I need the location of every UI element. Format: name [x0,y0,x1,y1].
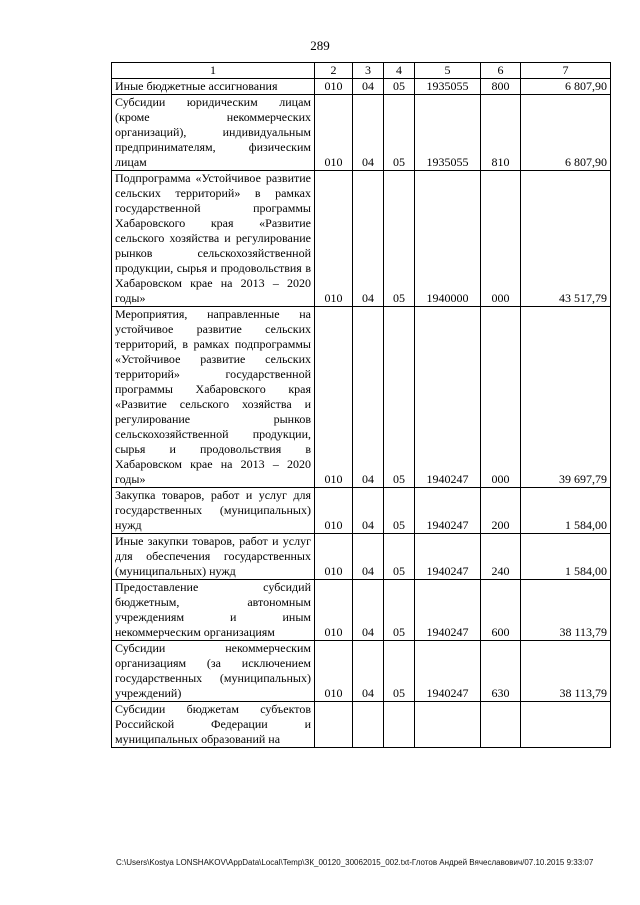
row-code-2: 010 [315,580,353,641]
row-code-6: 240 [481,534,521,580]
row-code-6: 200 [481,488,521,534]
row-code-2: 010 [315,79,353,95]
row-name: Мероприятия, направленные на устойчивое развитие сельских территорий, в рамках подпрограммы «Устойчивое развитие сельских территорий» государственной программы Хабаровского края «Развитие сельского хозяйства и регулирование рынков сельскохозяйственной продукции, сырья и продовольствия в Хабаровском крае на 2013 – 2020 годы» [112,307,315,488]
row-code-2: 010 [315,641,353,702]
row-amount [521,702,611,748]
row-code-3: 04 [353,534,384,580]
row-code-2: 010 [315,488,353,534]
row-code-3: 04 [353,641,384,702]
row-code-5: 1935055 [415,79,481,95]
row-name: Иные бюджетные ассигнования [112,79,315,95]
row-name: Закупка товаров, работ и услуг для государственных (муниципальных) нужд [112,488,315,534]
row-code-3: 04 [353,580,384,641]
table-row [112,307,611,488]
row-amount: 38 113,79 [521,641,611,702]
header-cell: 5 [415,63,481,79]
table-row [112,641,611,702]
table-row [112,95,611,171]
table-row [112,534,611,580]
row-code-6 [481,702,521,748]
header-cell: 7 [521,63,611,79]
row-code-5: 1940247 [415,580,481,641]
row-code-4: 05 [384,307,415,488]
row-code-4 [384,702,415,748]
row-code-6: 630 [481,641,521,702]
row-code-6: 810 [481,95,521,171]
row-code-4: 05 [384,534,415,580]
row-code-3 [353,702,384,748]
row-name: Подпрограмма «Устойчивое развитие сельских территорий» в рамках государственной программы Хабаровского края «Развитие сельского хозяйства и регулирование рынков сельскохозяйственной продукции, сырья и продовольствия в Хабаровском крае на 2013 – 2020 годы» [112,171,315,307]
row-amount: 6 807,90 [521,79,611,95]
row-code-5: 1940247 [415,307,481,488]
row-code-4: 05 [384,79,415,95]
row-code-6: 800 [481,79,521,95]
row-code-3: 04 [353,307,384,488]
row-code-6: 000 [481,307,521,488]
row-code-4: 05 [384,171,415,307]
row-name: Субсидии юридическим лицам (кроме некоммерческих организаций), индивидуальным предпринимателям, физическим лицам [112,95,315,171]
row-name: Субсидии бюджетам субъектов Российской Федерации и муниципальных образований на [112,702,315,748]
row-code-4: 05 [384,95,415,171]
row-code-3: 04 [353,171,384,307]
row-code-4: 05 [384,641,415,702]
row-code-2: 010 [315,95,353,171]
row-code-5: 1935055 [415,95,481,171]
header-cell: 3 [353,63,384,79]
budget-table [111,62,611,748]
header-cell: 1 [112,63,315,79]
table-row [112,580,611,641]
row-code-2: 010 [315,171,353,307]
row-code-3: 04 [353,488,384,534]
row-amount: 6 807,90 [521,95,611,171]
header-cell: 4 [384,63,415,79]
row-code-2: 010 [315,307,353,488]
row-amount: 38 113,79 [521,580,611,641]
header-cell: 2 [315,63,353,79]
row-amount: 39 697,79 [521,307,611,488]
row-code-6: 600 [481,580,521,641]
row-code-5: 1940247 [415,488,481,534]
row-name: Предоставление субсидий бюджетным, автономным учреждениям и иным некоммерческим организациям [112,580,315,641]
row-amount: 1 584,00 [521,534,611,580]
page-number: 289 [310,38,330,53]
row-code-3: 04 [353,95,384,171]
row-code-4: 05 [384,580,415,641]
row-code-2: 010 [315,534,353,580]
table-row [112,702,611,748]
budget-table-body [112,63,611,748]
table-row [112,79,611,95]
row-code-5: 1940247 [415,534,481,580]
row-code-5: 1940247 [415,641,481,702]
table-row [112,488,611,534]
row-amount: 1 584,00 [521,488,611,534]
row-code-2 [315,702,353,748]
row-name: Иные закупки товаров, работ и услуг для обеспечения государственных (муниципальных) нужд [112,534,315,580]
row-code-3: 04 [353,79,384,95]
row-amount: 43 517,79 [521,171,611,307]
row-code-6: 000 [481,171,521,307]
row-name: Субсидии некоммерческим организациям (за исключением государственных (муниципальных) учреждений) [112,641,315,702]
row-code-5: 1940000 [415,171,481,307]
row-code-5 [415,702,481,748]
header-row [112,63,611,79]
row-code-4: 05 [384,488,415,534]
header-cell: 6 [481,63,521,79]
table-row [112,171,611,307]
file-path-footer: C:\Users\Kostya LONSHAKOV\AppData\Local\Temp\ЗК_00120_30062015_002.txt-Глотов Андрей Вячеславович/07.10.2015 9:33:07 [116,858,594,867]
